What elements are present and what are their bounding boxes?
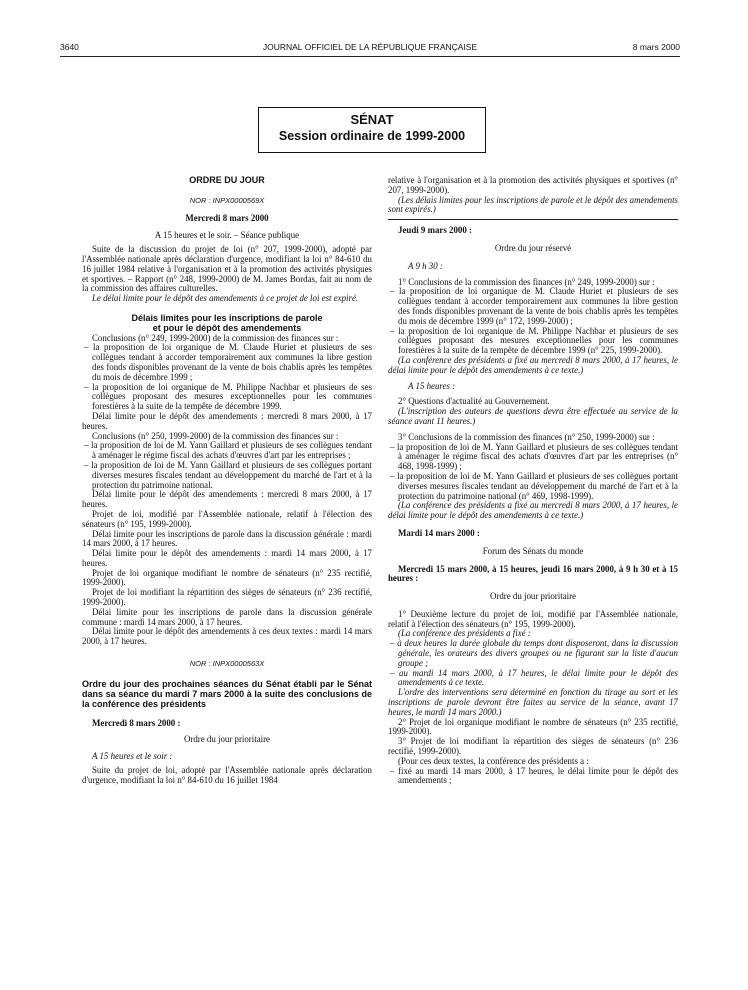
paragraph: Conclusions (n° 250, 1999-2000) de la commission des finances sur : [92, 430, 339, 441]
paragraph: 2° Projet de loi organique modifiant le nombre de sénateurs (n° 235 rectifié, 1999-2000). [388, 716, 678, 737]
ordre-reserve: Ordre du jour réservé [494, 242, 572, 253]
forum-line: Forum des Sénats du monde [482, 545, 584, 556]
left-column [82, 176, 372, 786]
note: (La conférence des présidents a fixé au mercredi 8 mars 2000, à 17 heures, le délai limite pour le dépôt des amendements à ce texte.) [388, 354, 678, 375]
seance-line: A 15 heures et le soir. – Séance publique [154, 230, 300, 241]
title-senat: SÉNAT [350, 112, 394, 127]
paragraph: Délai limite pour le dépôt des amendements : mercredi 8 mars 2000, à 17 heures. [82, 410, 372, 431]
nor-reference: NOR : INPX0000569X [189, 195, 265, 205]
ordre-du-jour-heading: ORDRE DU JOUR [189, 175, 265, 185]
list-item: – au mardi 14 mars 2000, à 17 heures, le délai limite pour le dépôt des amendements à ce texte. [390, 667, 678, 688]
paragraph: Conclusions (n° 249, 1999-2000) de la commission des finances sur : [92, 332, 339, 343]
right-column [388, 176, 678, 786]
ordre-prioritaire: Ordre du jour prioritaire [183, 733, 270, 744]
time-line: A 15 heures : [408, 380, 456, 391]
page-number: 3640 [60, 42, 79, 52]
note: (L'inscription des auteurs de questions devra être effectuée au service de la séance avant 11 heures.) [388, 406, 678, 426]
note: (Les délais limites pour les inscriptions de parole et le dépôt des amendements sont expirés.) [388, 194, 678, 215]
seance-line: A 15 heures et le soir : [92, 751, 173, 762]
paragraph: Projet de loi modifiant la répartition des sièges de sénateurs (n° 236 rectifié, 1999-2000). [82, 587, 372, 608]
note: L'ordre des interventions sera déterminé en fonction du tirage au sort et les inscriptions de parole devront être faites au service de la séance, avant 17 heures, le mardi 14 mars 2000.) [388, 687, 678, 717]
paragraph: Projet de loi organique modifiant le nombre de sénateurs (n° 235 rectifié, 1999-2000). [82, 567, 372, 588]
list-item: – la proposition de loi organique de M. Philippe Nachbar et plusieurs de ses collègues proposant des mesures exceptionnelles pour les communes forestières à la suite de la tempête de décembre 1999 (n° 225, 1999-2000). [390, 325, 678, 356]
paragraph: Délai limite pour le dépôt des amendements à ces deux textes : mardi 14 mars 2000, à 17 heures. [82, 626, 372, 647]
paragraph: relative à l'organisation et à la promotion des activités physiques et sportives (n° 207, 1999-2000). [388, 175, 678, 195]
list-item: – la proposition de loi organique de M. Philippe Nachbar et plusieurs de ses collègues proposant des mesures exceptionnelles pour les communes forestières à la suite de la tempête de décembre 1999. [84, 381, 372, 412]
list-item: – la proposition de loi organique de M. Claude Huriet et plusieurs de ses collègues tendant à accorder temporairement aux communes la libre gestion des fonds disponibles provenant de la vente de bois chablis après les tempêtes du mois de décembre 1999 ; [84, 342, 372, 382]
paragraph: Suite du projet de loi, adopté par l'Assemblée nationale après déclaration d'urgence, modifiant la loi n° 84-610 du 16 juillet 1984 [82, 765, 372, 786]
ordre-prioritaire: Ordre du jour prioritaire [489, 591, 576, 602]
list-item: – la proposition de loi de M. Yann Gaillard et plusieurs de ses collègues portant diverses mesures fiscales tendant au développement du marché de l'art et à la protection du patrimoine national. [84, 459, 372, 490]
day-heading: Mercredi 15 mars 2000, à 15 heures, jeudi 16 mars 2000, à 9 h 30 et à 15 heures : [388, 563, 678, 584]
day-heading: Mardi 14 mars 2000 : [398, 527, 480, 538]
header-date: 8 mars 2000 [632, 42, 680, 52]
day-heading: Jeudi 9 mars 2000 : [398, 225, 472, 236]
paragraph: Délai limite pour le dépôt des amendements : mardi 14 mars 2000, à 17 heures. [82, 548, 372, 568]
delais-heading-2: et pour le dépôt des amendements [152, 322, 302, 333]
delais-heading-1: Délais limites pour les inscriptions de parole [131, 312, 323, 323]
list-item: – la proposition de loi de M. Yann Gaillard et plusieurs de ses collègues tendant à aménager le régime fiscal des achats d'œuvres d'art par les entreprises (n° 468, 1998-1999) ; [390, 441, 678, 472]
paragraph: 3° Projet de loi modifiant la répartition des sièges de sénateurs (n° 236 rectifié, 1999-2000). [388, 736, 678, 757]
header-rule [60, 56, 680, 57]
time-line: A 9 h 30 : [408, 260, 443, 271]
paragraph: 2° Questions d'actualité au Gouvernement. [398, 396, 550, 407]
paragraph: Suite de la discussion du projet de loi (n° 207, 1999-2000), adopté par l'Assemblée nationale après déclaration d'urgence, modifiant la loi n° 84-610 du 16 juillet 1984 relative à l'organisation et à la promotion des activités physiques et sportives. – Rapport (n° 248, 1999-2000) de M. James Bordas, fait au nom de la commission des affaires culturelles. [82, 244, 372, 294]
paragraph: Projet de loi, modifié par l'Assemblée nationale, relatif à l'élection des sénateurs (n° 195, 1999-2000). [82, 508, 372, 529]
divider [388, 219, 678, 220]
paragraph: (Pour ces deux textes, la conférence des présidents a : [398, 755, 589, 766]
paragraph: 1° Deuxième lecture du projet de loi, modifié par l'Assemblée nationale, relatif à l'élection des sénateurs (n° 195, 1999-2000). [388, 608, 678, 629]
page-header [60, 42, 680, 56]
title-box [258, 107, 486, 153]
list-item: – fixé au mardi 14 mars 2000, à 17 heures, le délai limite pour le dépôt des amendements ; [390, 765, 678, 786]
journal-title: JOURNAL OFFICIEL DE LA RÉPUBLIQUE FRANÇAISE [262, 42, 478, 52]
list-item: – la proposition de loi de M. Yann Gaillard et plusieurs de ses collègues portant diverses mesures fiscales tendant au développement du marché de l'art et à la protection du patrimoine national (n° 469, 1998-1999). [390, 470, 678, 501]
list-item: – la proposition de loi de M. Yann Gaillard et plusieurs de ses collègues tendant à aménager le régime fiscal des achats d'œuvres d'art par les entreprises ; [84, 440, 372, 461]
paragraph: 3° Conclusions de la commission des finances (n° 250, 1999-2000) sur : [398, 431, 655, 442]
note: Le délai limite pour le dépôt des amendements à ce projet de loi est expiré. [92, 293, 359, 304]
paragraph: Délai limite pour les inscriptions de parole dans la discussion générale : mardi 14 mars 2000, à 17 heures. [82, 528, 372, 549]
title-session: Session ordinaire de 1999-2000 [278, 129, 466, 143]
prochaines-seances-heading: Ordre du jour des prochaines séances du Sénat établi par le Sénat dans sa séance du mardi 7 mars 2000 à la suite des conclusions de la conférence des présidents [82, 678, 372, 709]
day-heading: Mercredi 8 mars 2000 : [92, 717, 181, 728]
paragraph: Délai limite pour les inscriptions de parole dans la discussion générale commune : mardi 14 mars 2000, à 17 heures. [82, 606, 372, 627]
paragraph: 1° Conclusions de la commission des finances (n° 249, 1999-2000) sur : [398, 276, 655, 287]
list-item: – à deux heures la durée globale du temps dont disposeront, dans la discussion générale, les orateurs des divers groupes ou ne figurant sur la liste d'aucun groupe ; [390, 638, 678, 668]
paragraph: Délai limite pour le dépôt des amendements : mercredi 8 mars 2000, à 17 heures. [82, 489, 372, 510]
nor-reference: NOR : INPX0000563X [189, 659, 265, 669]
note: (La conférence des présidents a fixé au mercredi 8 mars 2000, à 17 heures, le délai limite pour le dépôt des amendements à ce texte.) [388, 500, 678, 521]
list-item: – la proposition de loi organique de M. Claude Huriet et plusieurs de ses collègues tendant à accorder temporairement aux communes la libre gestion des fonds disponibles provenant de la vente de bois chablis après les tempêtes du mois de décembre 1999 (n° 172, 1999-2000) ; [390, 286, 678, 326]
day-heading: Mercredi 8 mars 2000 [185, 212, 269, 223]
note: (La conférence des présidents a fixé : [398, 628, 531, 639]
